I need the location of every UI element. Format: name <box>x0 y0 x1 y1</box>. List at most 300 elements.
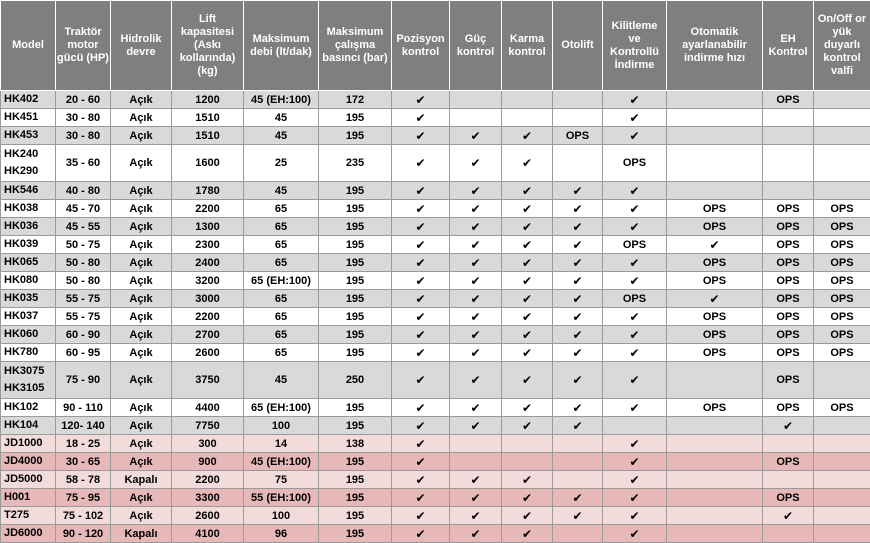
power-cell: ✔ <box>450 471 502 489</box>
power-cell: ✔ <box>450 417 502 435</box>
lift-cell: 3200 <box>172 272 244 290</box>
position-cell: ✔ <box>392 290 450 308</box>
lock-cell: ✔ <box>603 272 667 290</box>
lock-cell: ✔ <box>603 109 667 127</box>
lift-cell: 4100 <box>172 525 244 543</box>
flow-cell: 45 <box>244 109 319 127</box>
autolift-cell: ✔ <box>553 254 603 272</box>
flow-cell: 45 (EH:100) <box>244 453 319 471</box>
model-cell <box>1 272 56 290</box>
pressure-cell: 195 <box>319 453 392 471</box>
auto-lower-cell <box>667 471 763 489</box>
autolift-cell: OPS <box>553 127 603 145</box>
hp-cell: 35 - 60 <box>56 145 111 182</box>
eh-cell: ✔ <box>763 417 814 435</box>
table-row <box>1 525 870 543</box>
mixed-cell: ✔ <box>502 272 553 290</box>
lift-cell: 900 <box>172 453 244 471</box>
auto-lower-cell <box>667 182 763 200</box>
valve-cell: OPS <box>814 254 870 272</box>
flow-cell: 65 <box>244 236 319 254</box>
auto-lower-cell <box>667 91 763 109</box>
model-name: HK546 <box>4 182 53 199</box>
pressure-cell: 195 <box>319 236 392 254</box>
hp-cell: 40 - 80 <box>56 182 111 200</box>
position-cell: ✔ <box>392 435 450 453</box>
autolift-cell: ✔ <box>553 182 603 200</box>
model-cell <box>1 344 56 362</box>
valve-cell: OPS <box>814 200 870 218</box>
flow-cell: 96 <box>244 525 319 543</box>
eh-cell: OPS <box>763 453 814 471</box>
pressure-cell: 195 <box>319 344 392 362</box>
flow-cell: 75 <box>244 471 319 489</box>
autolift-cell <box>553 525 603 543</box>
eh-cell <box>763 182 814 200</box>
valve-cell <box>814 109 870 127</box>
power-cell: ✔ <box>450 308 502 326</box>
autolift-cell: ✔ <box>553 272 603 290</box>
flow-cell: 45 <box>244 362 319 399</box>
pressure-cell: 195 <box>319 326 392 344</box>
model-name: HK104 <box>4 417 53 434</box>
eh-cell: OPS <box>763 272 814 290</box>
mixed-cell: ✔ <box>502 182 553 200</box>
position-cell: ✔ <box>392 218 450 236</box>
col-header-autolift: Otolift <box>553 1 603 91</box>
model-cell <box>1 453 56 471</box>
eh-cell <box>763 435 814 453</box>
circuit-cell: Açık <box>111 218 172 236</box>
pressure-cell: 195 <box>319 399 392 417</box>
hp-cell: 50 - 80 <box>56 254 111 272</box>
power-cell: ✔ <box>450 525 502 543</box>
eh-cell: OPS <box>763 290 814 308</box>
autolift-cell <box>553 453 603 471</box>
model-name: JD5000 <box>4 471 53 488</box>
hp-cell: 20 - 60 <box>56 91 111 109</box>
mixed-cell <box>502 109 553 127</box>
pressure-cell: 195 <box>319 218 392 236</box>
model-name: HK080 <box>4 272 53 289</box>
eh-cell: OPS <box>763 308 814 326</box>
flow-cell: 65 <box>244 290 319 308</box>
power-cell: ✔ <box>450 362 502 399</box>
model-name: HK037 <box>4 308 53 325</box>
circuit-cell: Açık <box>111 344 172 362</box>
lift-cell: 3750 <box>172 362 244 399</box>
model-name: HK065 <box>4 254 53 271</box>
model-cell <box>1 182 56 200</box>
pressure-cell: 195 <box>319 471 392 489</box>
pressure-cell: 250 <box>319 362 392 399</box>
flow-cell: 65 (EH:100) <box>244 399 319 417</box>
lift-cell: 1510 <box>172 127 244 145</box>
power-cell: ✔ <box>450 272 502 290</box>
position-cell: ✔ <box>392 182 450 200</box>
power-cell: ✔ <box>450 145 502 182</box>
autolift-cell: ✔ <box>553 417 603 435</box>
hp-cell: 30 - 80 <box>56 127 111 145</box>
col-header-mixed: Karma kontrol <box>502 1 553 91</box>
power-cell: ✔ <box>450 127 502 145</box>
auto-lower-cell <box>667 145 763 182</box>
autolift-cell: ✔ <box>553 308 603 326</box>
model-name: HK060 <box>4 326 53 343</box>
model-cell <box>1 525 56 543</box>
col-header-power: Güç kontrol <box>450 1 502 91</box>
model-name-secondary: HK3105 <box>4 380 53 397</box>
autolift-cell: ✔ <box>553 218 603 236</box>
auto-lower-cell: OPS <box>667 344 763 362</box>
table-row <box>1 272 870 290</box>
table-row <box>1 399 870 417</box>
position-cell: ✔ <box>392 344 450 362</box>
position-cell: ✔ <box>392 453 450 471</box>
position-cell: ✔ <box>392 254 450 272</box>
circuit-cell: Açık <box>111 399 172 417</box>
pressure-cell: 195 <box>319 109 392 127</box>
position-cell: ✔ <box>392 471 450 489</box>
position-cell: ✔ <box>392 399 450 417</box>
table-row <box>1 109 870 127</box>
model-cell <box>1 308 56 326</box>
circuit-cell: Açık <box>111 254 172 272</box>
power-cell: ✔ <box>450 489 502 507</box>
autolift-cell: ✔ <box>553 399 603 417</box>
autolift-cell <box>553 471 603 489</box>
model-name: H001 <box>4 489 53 506</box>
valve-cell: OPS <box>814 290 870 308</box>
table-row <box>1 417 870 435</box>
table-row <box>1 489 870 507</box>
valve-cell: OPS <box>814 399 870 417</box>
table-row <box>1 471 870 489</box>
hp-cell: 55 - 75 <box>56 308 111 326</box>
circuit-cell: Açık <box>111 182 172 200</box>
col-header-model: Model <box>1 1 56 91</box>
lock-cell: ✔ <box>603 435 667 453</box>
hp-cell: 55 - 75 <box>56 290 111 308</box>
model-name: HK3075 <box>4 363 53 380</box>
flow-cell: 65 <box>244 308 319 326</box>
model-cell <box>1 417 56 435</box>
position-cell: ✔ <box>392 489 450 507</box>
auto-lower-cell: OPS <box>667 272 763 290</box>
eh-cell: OPS <box>763 399 814 417</box>
model-cell <box>1 236 56 254</box>
eh-cell: OPS <box>763 489 814 507</box>
lock-cell: OPS <box>603 145 667 182</box>
eh-cell: OPS <box>763 326 814 344</box>
circuit-cell: Açık <box>111 109 172 127</box>
lock-cell: ✔ <box>603 453 667 471</box>
circuit-cell: Açık <box>111 91 172 109</box>
model-cell <box>1 218 56 236</box>
circuit-cell: Açık <box>111 290 172 308</box>
autolift-cell: ✔ <box>553 507 603 525</box>
lift-cell: 1300 <box>172 218 244 236</box>
pressure-cell: 138 <box>319 435 392 453</box>
lock-cell: ✔ <box>603 218 667 236</box>
circuit-cell: Açık <box>111 145 172 182</box>
lift-cell: 2600 <box>172 507 244 525</box>
lock-cell: ✔ <box>603 254 667 272</box>
mixed-cell: ✔ <box>502 200 553 218</box>
auto-lower-cell <box>667 127 763 145</box>
lock-cell: ✔ <box>603 91 667 109</box>
model-cell <box>1 326 56 344</box>
power-cell: ✔ <box>450 236 502 254</box>
position-cell: ✔ <box>392 417 450 435</box>
circuit-cell: Açık <box>111 308 172 326</box>
hp-cell: 50 - 80 <box>56 272 111 290</box>
mixed-cell: ✔ <box>502 308 553 326</box>
autolift-cell: ✔ <box>553 290 603 308</box>
pressure-cell: 195 <box>319 200 392 218</box>
autolift-cell: ✔ <box>553 200 603 218</box>
lock-cell: ✔ <box>603 344 667 362</box>
power-cell: ✔ <box>450 182 502 200</box>
pressure-cell: 195 <box>319 525 392 543</box>
col-header-circuit: Hidrolik devre <box>111 1 172 91</box>
lock-cell: ✔ <box>603 308 667 326</box>
mixed-cell: ✔ <box>502 471 553 489</box>
pressure-cell: 172 <box>319 91 392 109</box>
model-name: HK102 <box>4 399 53 416</box>
valve-cell <box>814 507 870 525</box>
table-row <box>1 507 870 525</box>
table-row <box>1 218 870 236</box>
circuit-cell: Açık <box>111 326 172 344</box>
mixed-cell <box>502 453 553 471</box>
position-cell: ✔ <box>392 272 450 290</box>
pressure-cell: 195 <box>319 127 392 145</box>
table-header <box>1 1 870 91</box>
hp-cell: 50 - 75 <box>56 236 111 254</box>
hp-cell: 60 - 95 <box>56 344 111 362</box>
col-header-lock: Kilitleme ve Kontrollü İndirme <box>603 1 667 91</box>
table-row <box>1 182 870 200</box>
mixed-cell: ✔ <box>502 344 553 362</box>
valve-cell: OPS <box>814 218 870 236</box>
model-cell <box>1 127 56 145</box>
flow-cell: 65 <box>244 200 319 218</box>
model-name: T275 <box>4 507 53 524</box>
lift-cell: 1600 <box>172 145 244 182</box>
auto-lower-cell <box>667 417 763 435</box>
position-cell: ✔ <box>392 91 450 109</box>
flow-cell: 65 <box>244 254 319 272</box>
lift-cell: 7750 <box>172 417 244 435</box>
position-cell: ✔ <box>392 326 450 344</box>
table-body <box>1 91 870 543</box>
lock-cell: ✔ <box>603 127 667 145</box>
position-cell: ✔ <box>392 525 450 543</box>
position-cell: ✔ <box>392 308 450 326</box>
autolift-cell <box>553 145 603 182</box>
power-cell: ✔ <box>450 344 502 362</box>
eh-cell <box>763 109 814 127</box>
lock-cell: ✔ <box>603 362 667 399</box>
autolift-cell: ✔ <box>553 344 603 362</box>
hp-cell: 120- 140 <box>56 417 111 435</box>
flow-cell: 65 <box>244 326 319 344</box>
mixed-cell: ✔ <box>502 417 553 435</box>
flow-cell: 14 <box>244 435 319 453</box>
mixed-cell: ✔ <box>502 218 553 236</box>
hp-cell: 75 - 95 <box>56 489 111 507</box>
table-row <box>1 453 870 471</box>
mixed-cell: ✔ <box>502 290 553 308</box>
model-cell <box>1 109 56 127</box>
mixed-cell: ✔ <box>502 254 553 272</box>
auto-lower-cell <box>667 109 763 127</box>
model-name: HK240 <box>4 146 53 163</box>
flow-cell: 65 <box>244 344 319 362</box>
pressure-cell: 195 <box>319 489 392 507</box>
col-header-lift: Lift kapasitesi (Askı kollarında) (kg) <box>172 1 244 91</box>
circuit-cell: Açık <box>111 272 172 290</box>
lift-cell: 2200 <box>172 200 244 218</box>
eh-cell: OPS <box>763 236 814 254</box>
col-header-position: Pozisyon kontrol <box>392 1 450 91</box>
valve-cell <box>814 453 870 471</box>
table-row <box>1 254 870 272</box>
position-cell: ✔ <box>392 507 450 525</box>
power-cell: ✔ <box>450 218 502 236</box>
pressure-cell: 195 <box>319 254 392 272</box>
lock-cell <box>603 417 667 435</box>
model-cell <box>1 91 56 109</box>
lift-cell: 2200 <box>172 308 244 326</box>
auto-lower-cell <box>667 453 763 471</box>
model-name: HK038 <box>4 200 53 217</box>
valve-cell <box>814 471 870 489</box>
mixed-cell: ✔ <box>502 489 553 507</box>
table-row <box>1 290 870 308</box>
pressure-cell: 195 <box>319 290 392 308</box>
auto-lower-cell <box>667 507 763 525</box>
model-name: HK780 <box>4 344 53 361</box>
hp-cell: 18 - 25 <box>56 435 111 453</box>
eh-cell <box>763 471 814 489</box>
lift-cell: 2700 <box>172 326 244 344</box>
col-header-auto-lower: Otomatik ayarlanabilir indirme hızı <box>667 1 763 91</box>
model-cell <box>1 362 56 399</box>
power-cell: ✔ <box>450 254 502 272</box>
autolift-cell: ✔ <box>553 326 603 344</box>
eh-cell: OPS <box>763 344 814 362</box>
position-cell: ✔ <box>392 127 450 145</box>
autolift-cell <box>553 91 603 109</box>
pressure-cell: 195 <box>319 417 392 435</box>
position-cell: ✔ <box>392 200 450 218</box>
mixed-cell: ✔ <box>502 399 553 417</box>
hp-cell: 75 - 90 <box>56 362 111 399</box>
lift-cell: 3300 <box>172 489 244 507</box>
model-name-secondary: HK290 <box>4 163 53 180</box>
mixed-cell: ✔ <box>502 145 553 182</box>
mixed-cell <box>502 91 553 109</box>
eh-cell: ✔ <box>763 507 814 525</box>
lock-cell: ✔ <box>603 200 667 218</box>
flow-cell: 100 <box>244 507 319 525</box>
hp-cell: 75 - 102 <box>56 507 111 525</box>
eh-cell: OPS <box>763 200 814 218</box>
pressure-cell: 195 <box>319 507 392 525</box>
hp-cell: 30 - 80 <box>56 109 111 127</box>
autolift-cell: ✔ <box>553 236 603 254</box>
lock-cell: ✔ <box>603 525 667 543</box>
model-name: HK036 <box>4 218 53 235</box>
model-name: JD1000 <box>4 435 53 452</box>
lift-cell: 2600 <box>172 344 244 362</box>
lock-cell: ✔ <box>603 507 667 525</box>
col-header-flow: Maksimum debi (lt/dak) <box>244 1 319 91</box>
power-cell: ✔ <box>450 326 502 344</box>
table-row <box>1 127 870 145</box>
lock-cell: ✔ <box>603 471 667 489</box>
autolift-cell <box>553 109 603 127</box>
model-cell <box>1 489 56 507</box>
col-header-valve: On/Off or yük duyarlı kontrol valfi <box>814 1 870 91</box>
mixed-cell: ✔ <box>502 127 553 145</box>
hp-cell: 30 - 65 <box>56 453 111 471</box>
mixed-cell <box>502 435 553 453</box>
eh-cell <box>763 127 814 145</box>
power-cell: ✔ <box>450 399 502 417</box>
auto-lower-cell <box>667 489 763 507</box>
power-cell: ✔ <box>450 290 502 308</box>
lift-cell: 1510 <box>172 109 244 127</box>
circuit-cell: Açık <box>111 236 172 254</box>
position-cell: ✔ <box>392 236 450 254</box>
auto-lower-cell <box>667 435 763 453</box>
hp-cell: 90 - 110 <box>56 399 111 417</box>
valve-cell <box>814 362 870 399</box>
circuit-cell: Açık <box>111 200 172 218</box>
table-row <box>1 91 870 109</box>
lock-cell: ✔ <box>603 399 667 417</box>
pressure-cell: 235 <box>319 145 392 182</box>
circuit-cell: Açık <box>111 127 172 145</box>
circuit-cell: Açık <box>111 362 172 399</box>
power-cell: ✔ <box>450 507 502 525</box>
auto-lower-cell: ✔ <box>667 290 763 308</box>
valve-cell: OPS <box>814 272 870 290</box>
position-cell: ✔ <box>392 145 450 182</box>
flow-cell: 100 <box>244 417 319 435</box>
lock-cell: OPS <box>603 290 667 308</box>
circuit-cell: Açık <box>111 489 172 507</box>
lock-cell: ✔ <box>603 326 667 344</box>
valve-cell <box>814 489 870 507</box>
auto-lower-cell: OPS <box>667 399 763 417</box>
table-row <box>1 326 870 344</box>
hp-cell: 45 - 70 <box>56 200 111 218</box>
auto-lower-cell: OPS <box>667 254 763 272</box>
lift-cell: 1780 <box>172 182 244 200</box>
model-name: HK402 <box>4 91 53 108</box>
model-name: HK035 <box>4 290 53 307</box>
mixed-cell: ✔ <box>502 236 553 254</box>
auto-lower-cell: OPS <box>667 326 763 344</box>
eh-cell <box>763 145 814 182</box>
mixed-cell: ✔ <box>502 326 553 344</box>
auto-lower-cell: OPS <box>667 308 763 326</box>
circuit-cell: Kapalı <box>111 525 172 543</box>
